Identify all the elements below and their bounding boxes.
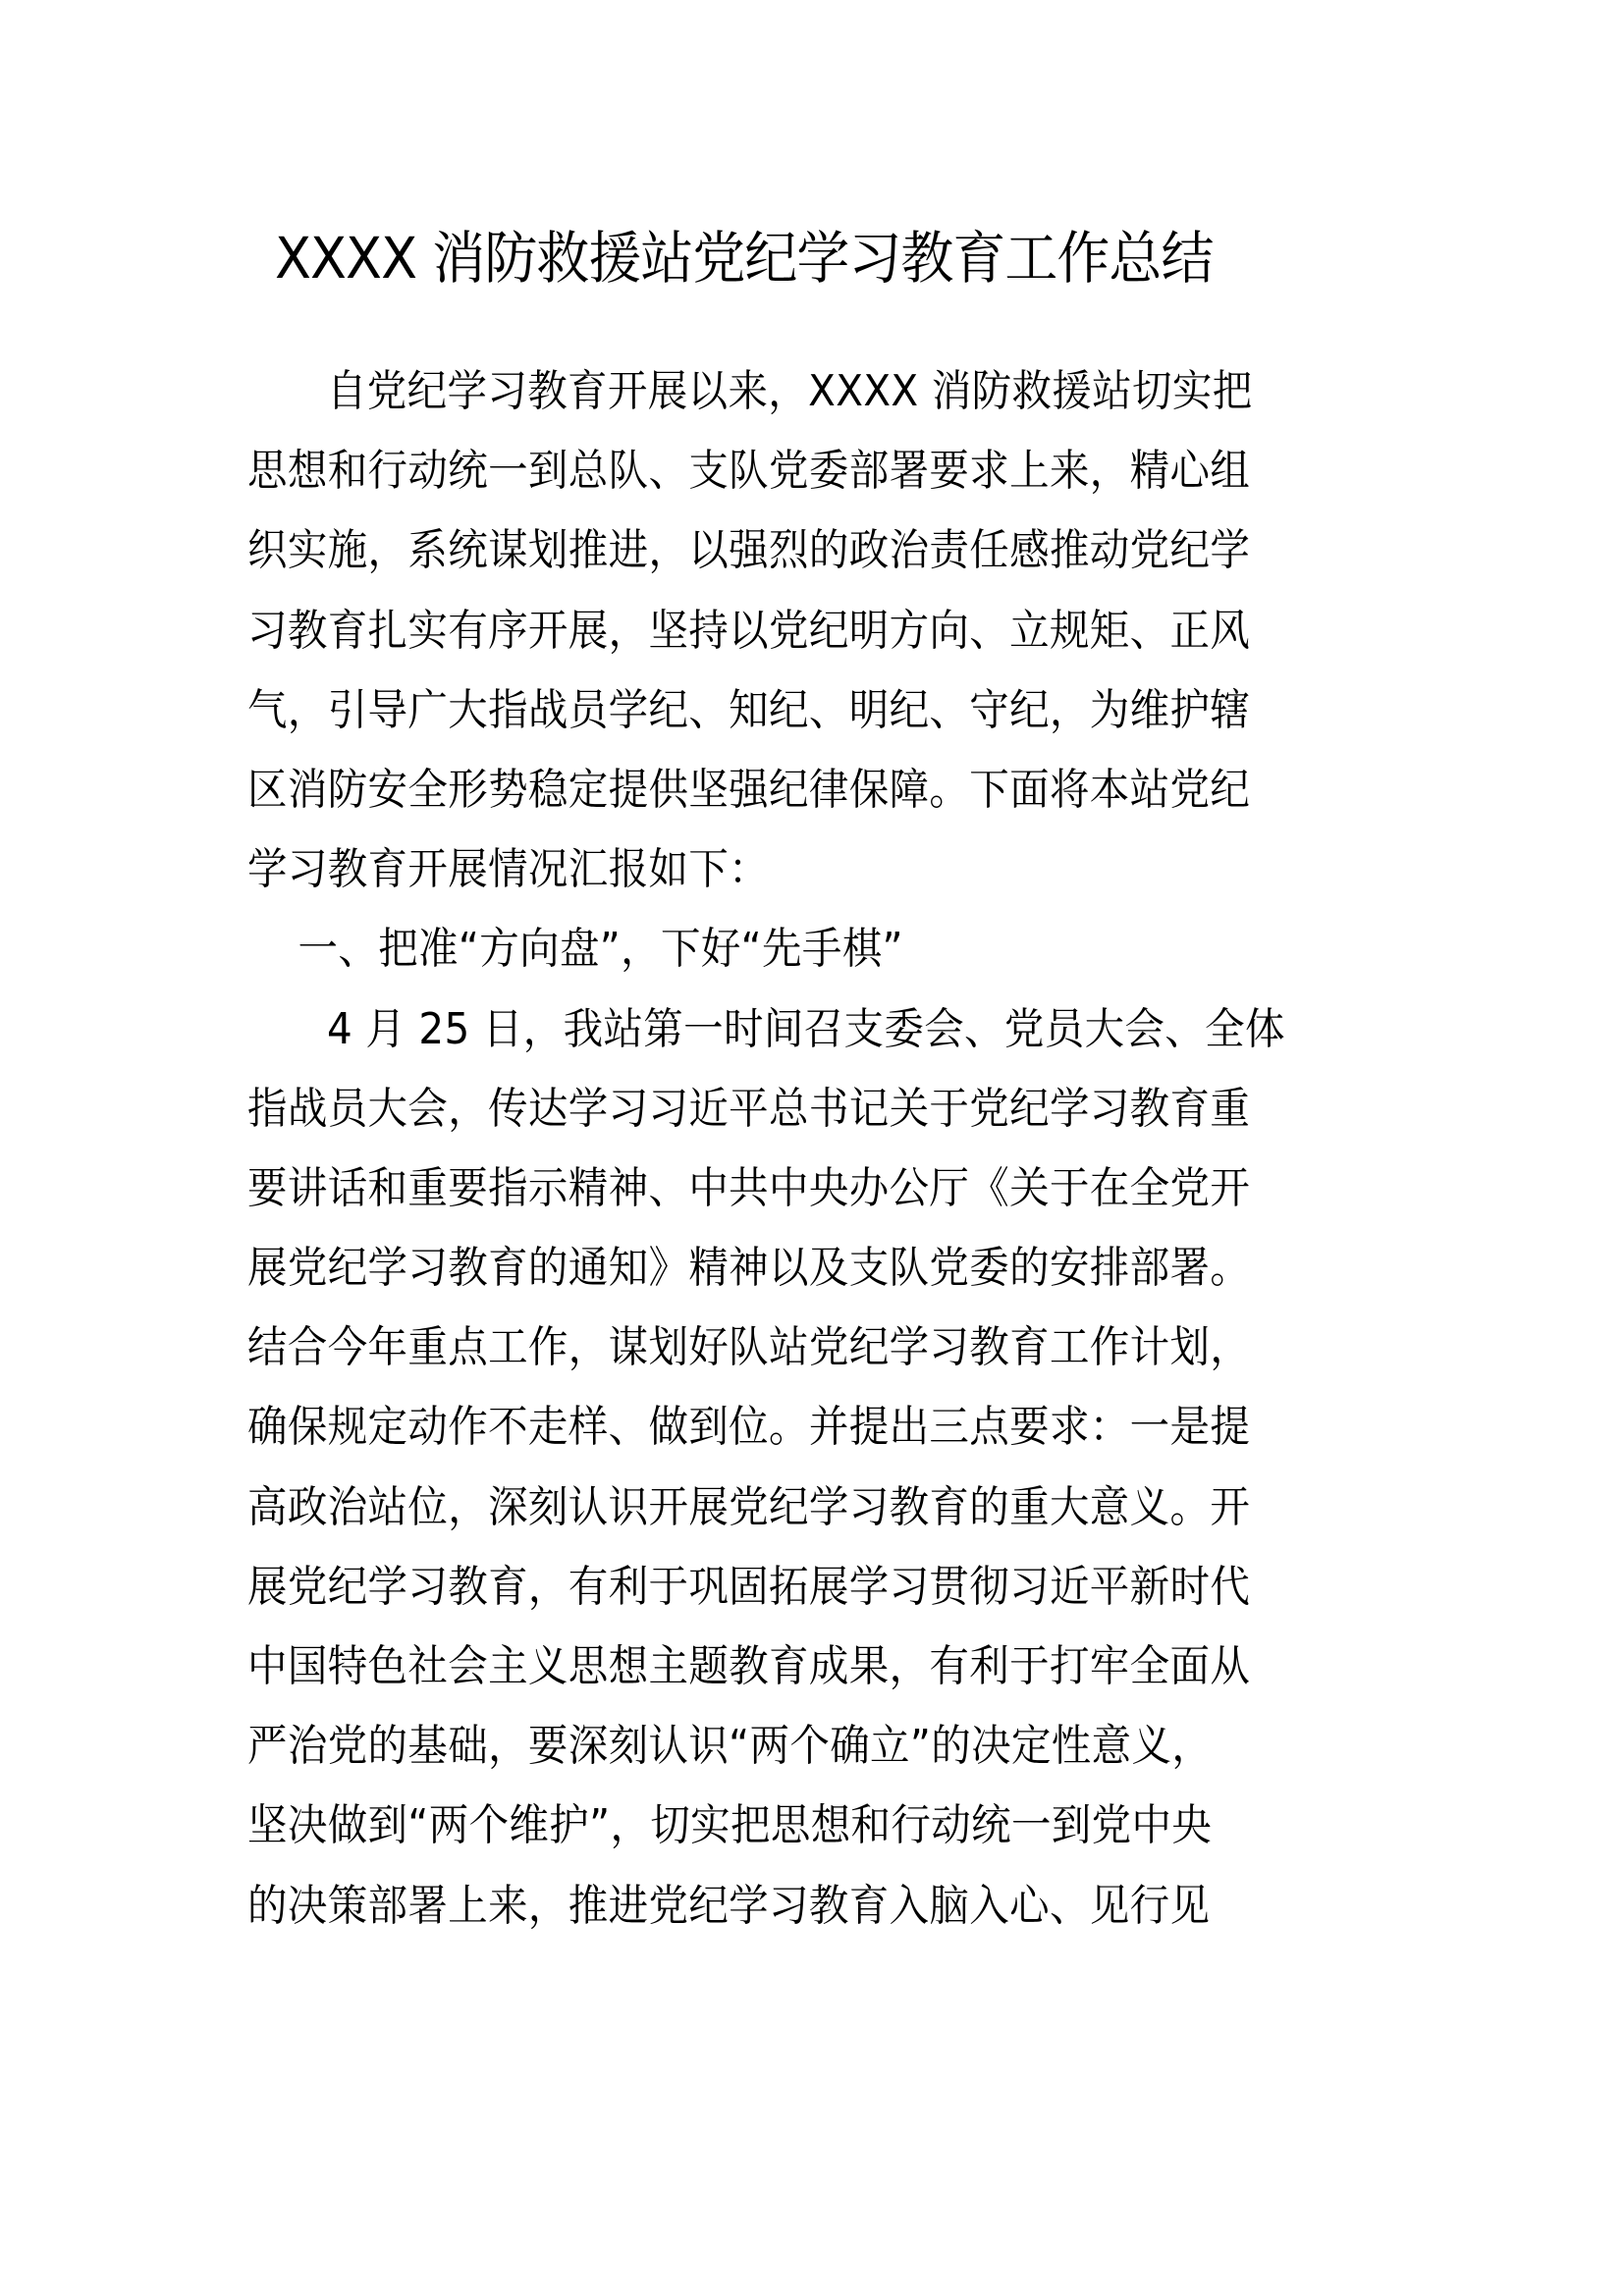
- paragraph-line: 区消防安全形势稳定提供坚强纪律保障。下面将本站党纪: [247, 764, 1251, 815]
- paragraph-line: 织实施，系统谋划推进，以强烈的政治责任感推动党纪学: [247, 525, 1251, 576]
- paragraph-line: 4 月 25 日，我站第一时间召支委会、党员大会、全体: [326, 1003, 1285, 1054]
- document-title: XXXX 消防救援站党纪学习教育工作总结: [275, 225, 1214, 292]
- paragraph-line: 学习教育开展情况汇报如下：: [247, 844, 770, 895]
- paragraph-line: 高政治站位，深刻认识开展党纪学习教育的重大意义。开: [247, 1481, 1251, 1532]
- paragraph-line: 坚决做到“两个维护”，切实把思想和行动统一到党中央: [247, 1800, 1213, 1851]
- paragraph-line: 思想和行动统一到总队、支队党委部署要求上来，精心组: [247, 446, 1251, 497]
- paragraph-line: 自党纪学习教育开展以来，XXXX 消防救援站切实把: [326, 366, 1253, 416]
- paragraph-line: 指战员大会，传达学习习近平总书记关于党纪学习教育重: [247, 1083, 1251, 1134]
- paragraph-line: 确保规定动作不走样、做到位。并提出三点要求：一是提: [247, 1402, 1251, 1453]
- paragraph-line: 中国特色社会主义思想主题教育成果，有利于打牢全面从: [247, 1641, 1251, 1691]
- paragraph-line: 结合今年重点工作，谋划好队站党纪学习教育工作计划，: [247, 1322, 1251, 1373]
- document-body: [247, 351, 1357, 1946]
- section-heading: 一、把准“方向盘”，下好“先手棋”: [298, 924, 903, 975]
- paragraph-line: 习教育扎实有序开展，坚持以党纪明方向、立规矩、正风: [247, 605, 1251, 656]
- paragraph-line: 要讲话和重要指示精神、中共中央办公厅《关于在全党开: [247, 1162, 1251, 1213]
- paragraph-line: 展党纪学习教育的通知》精神以及支队党委的安排部署。: [247, 1243, 1251, 1294]
- paragraph-line: 展党纪学习教育，有利于巩固拓展学习贯彻习近平新时代: [247, 1561, 1251, 1612]
- paragraph-line: 的决策部署上来，推进党纪学习教育入脑入心、见行见: [247, 1880, 1211, 1931]
- paragraph-line: 严治党的基础，要深刻认识“两个确立”的决定性意义，: [247, 1721, 1213, 1772]
- paragraph-line: 气，引导广大指战员学纪、知纪、明纪、守纪，为维护辖: [247, 684, 1251, 735]
